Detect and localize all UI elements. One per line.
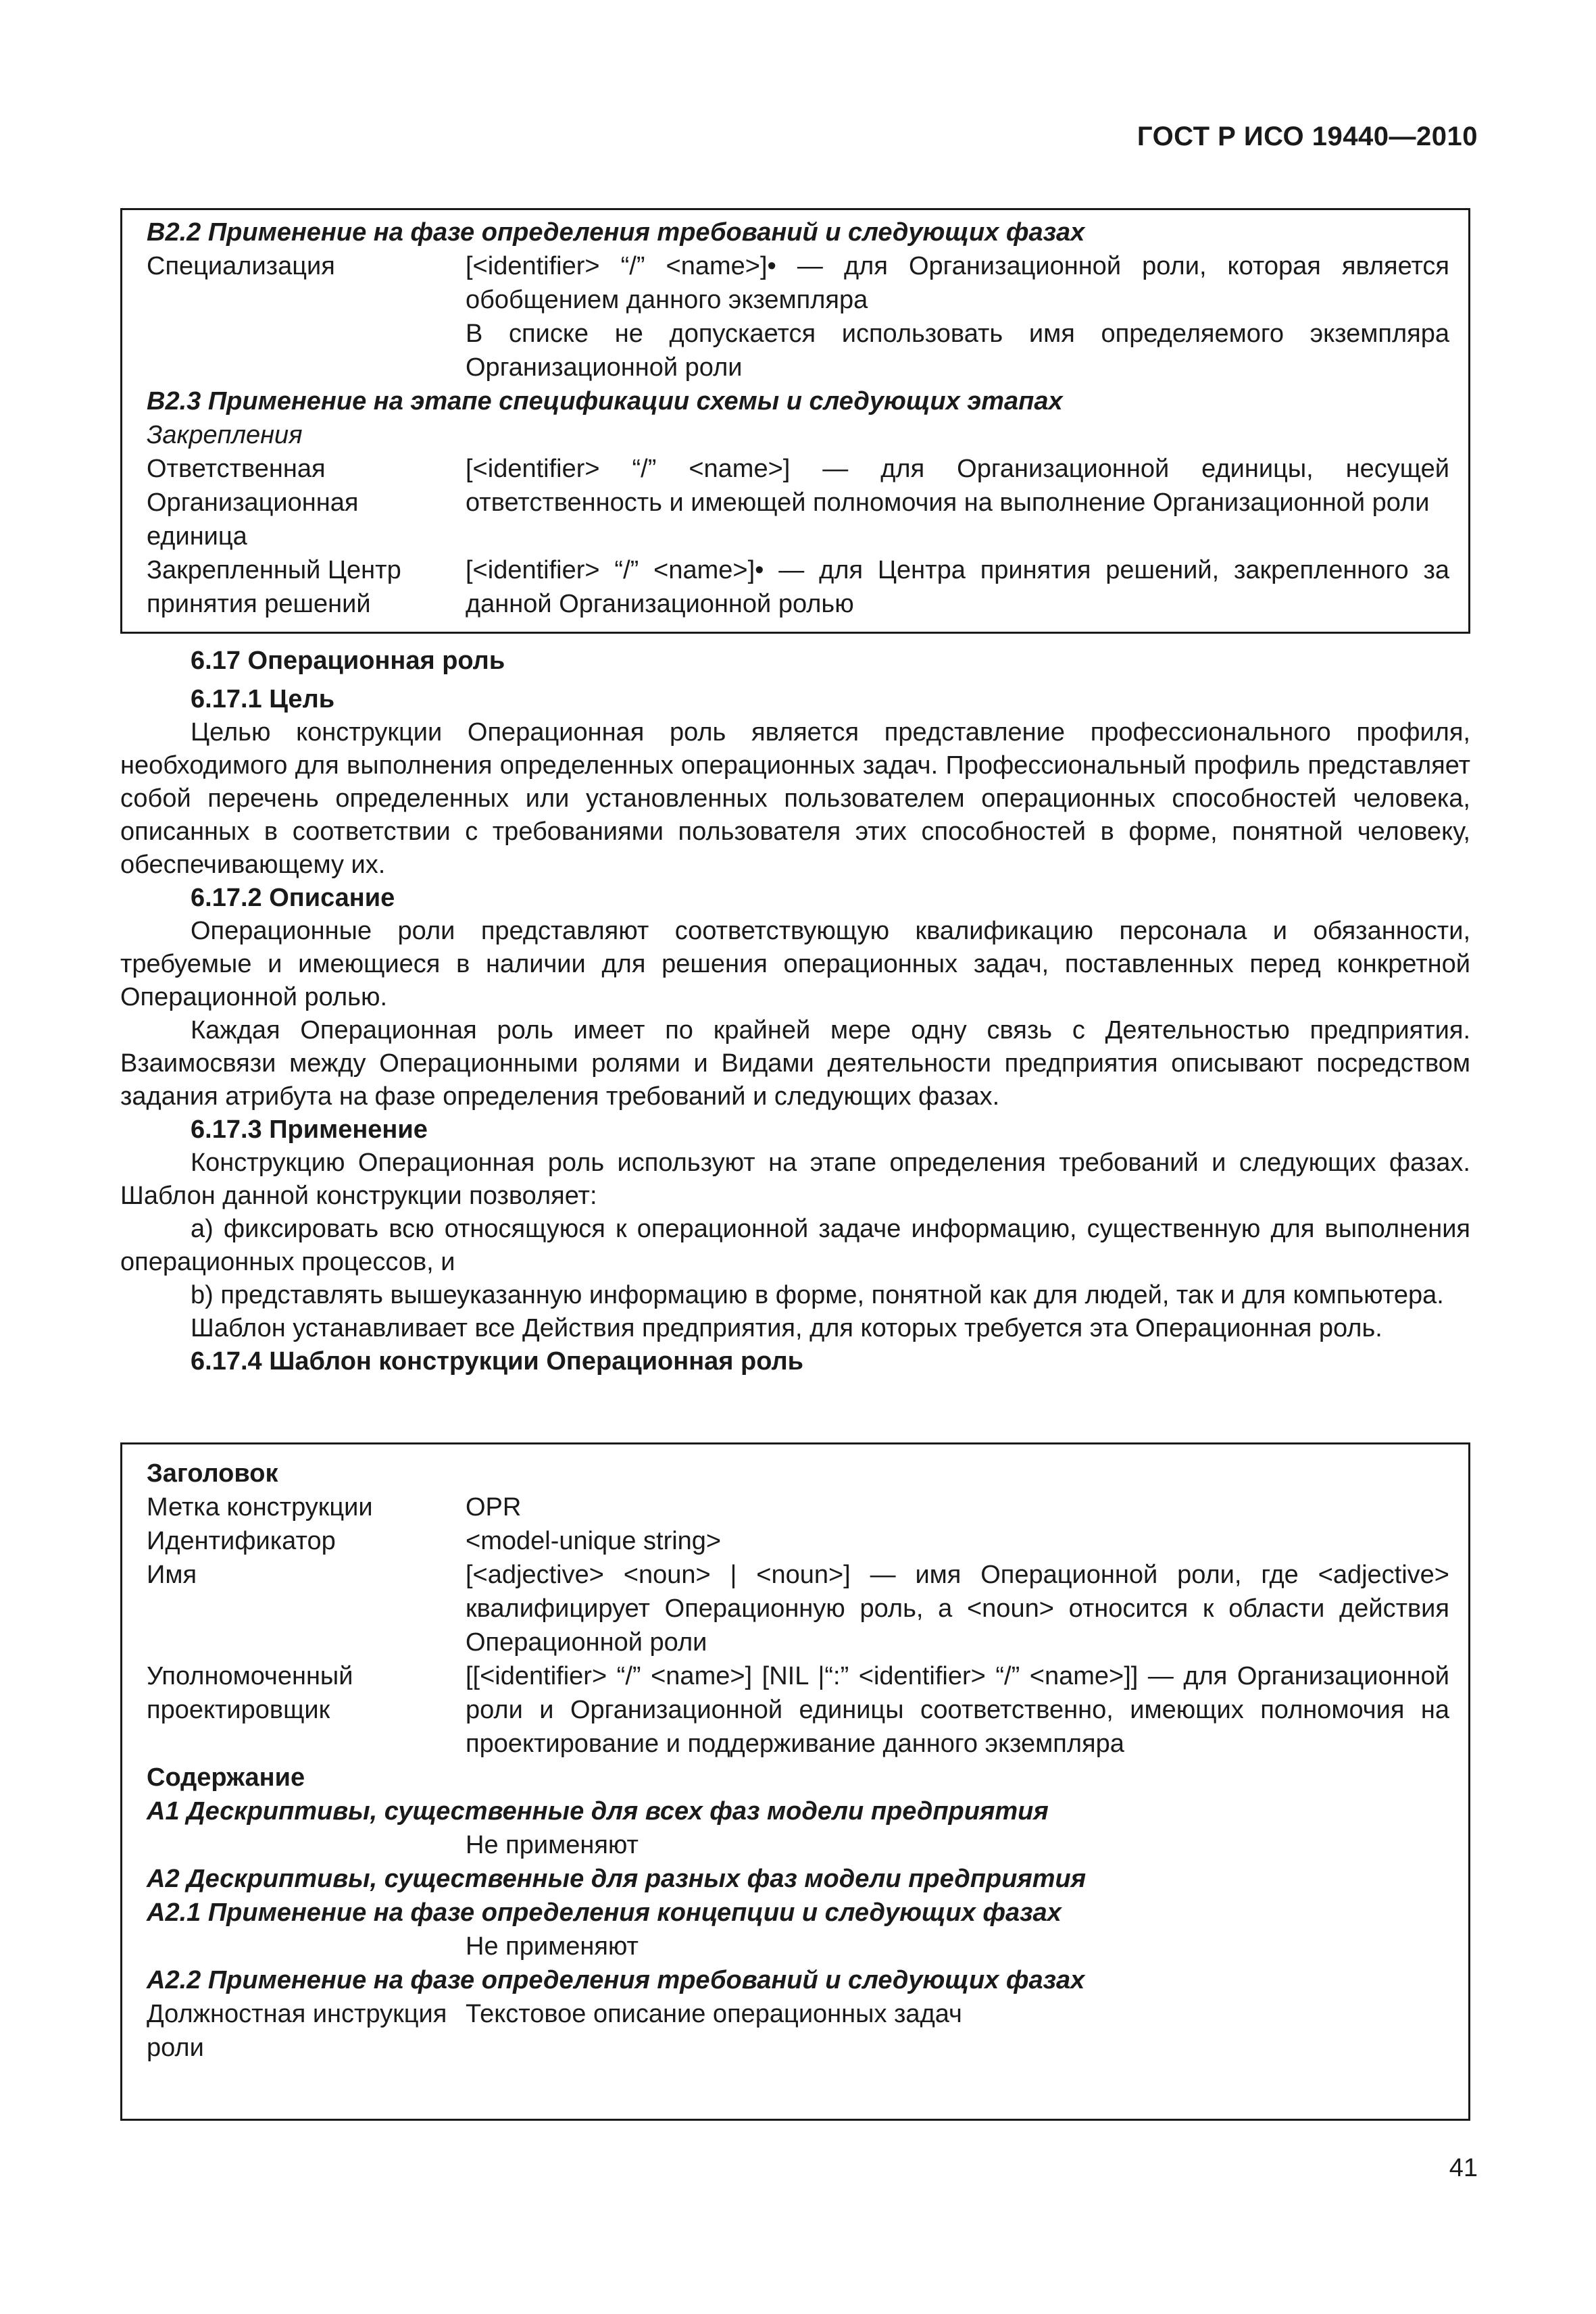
a21-value: Не применяют xyxy=(466,1932,639,1961)
table-row xyxy=(147,553,1449,621)
a1-title: A1 Дескриптивы, существенные для всех фаз модели предприятия xyxy=(147,1797,1049,1826)
table-row xyxy=(147,317,1449,384)
construct-tag-value: OPR xyxy=(466,1493,522,1521)
section-title-b22: В2.2 Применение на фазе определения требований и следующих фазах xyxy=(147,218,1085,247)
header-section-title: Заголовок xyxy=(147,1459,278,1488)
section-heading-6-17-4: 6.17.4 Шаблон конструкции Операционная роль xyxy=(191,1347,804,1376)
section-heading-6-17-1: 6.17.1 Цель xyxy=(191,685,335,713)
name-value: [<adjective> <noun> | <noun>] — имя Операционной роли, где <adjective> квалифицирует Операционную роль, а <noun> относится к области действия Операционной роли xyxy=(466,1561,1449,1657)
section-heading-6-17: 6.17 Операционная роль xyxy=(191,647,505,675)
list-item: a) фиксировать всю относящуюся к операционной задаче информацию, существенную для выполнения операционных процессов, и xyxy=(120,1215,1470,1276)
specialization-label: Специализация xyxy=(147,252,335,280)
content-section-title: Содержание xyxy=(147,1763,305,1792)
a22-title: A2.2 Применение на фазе определения требований и следующих фазах xyxy=(147,1966,1085,1994)
table-row xyxy=(147,249,1449,317)
decision-centre-value: [<identifier> “/” <name>]• — для Центра принятия решений, закрепленного за данной Организационной ролью xyxy=(466,556,1449,618)
paragraph: Каждая Операционная роль имеет по крайней мере одну связь с Деятельностью предприятия. Взаимосвязи между Операционными ролями и Видами деятельности предприятия описывают посредством задания атрибута на фазе определения требований и следующих фазах. xyxy=(120,1016,1470,1111)
specialization-value: [<identifier> “/” <name>]• — для Организационной роли, которая является обобщением данного экземпляра xyxy=(466,252,1449,314)
name-label: Имя xyxy=(147,1561,197,1589)
a21-title: A2.1 Применение на фазе определения концепции и следующих фазах xyxy=(147,1898,1062,1927)
table-row xyxy=(147,1558,1449,1659)
table-row xyxy=(147,1659,1449,1761)
table-row xyxy=(147,1490,1449,1524)
attribute-table-continued xyxy=(120,208,1470,634)
a2-title: A2 Дескриптивы, существенные для разных фаз модели предприятия xyxy=(147,1865,1087,1893)
assignments-label: Закрепления xyxy=(147,421,303,449)
job-description-value: Текстовое описание операционных задач xyxy=(466,2000,962,2028)
paragraph: Конструкцию Операционная роль используют на этапе определения требований и следующих фазах. Шаблон данной конструкции позволяет: xyxy=(120,1149,1470,1210)
a1-value: Не применяют xyxy=(466,1831,639,1859)
table-row xyxy=(147,1997,1449,2065)
decision-centre-label: Закрепленный Центр принятия решений xyxy=(147,556,401,618)
responsible-unit-label: Ответственная Организационная единица xyxy=(147,455,359,551)
paragraph: Операционные роли представляют соответствующую квалификацию персонала и обязанности, требуемые и имеющиеся в наличии для решения операционных задач, поставленных перед конкретной Операционной ролью. xyxy=(120,917,1470,1011)
page-number: 41 xyxy=(1449,2154,1478,2182)
section-heading-6-17-3: 6.17.3 Применение xyxy=(191,1115,428,1144)
section-title-b23: В2.3 Применение на этапе спецификации схемы и следующих этапах xyxy=(147,387,1063,416)
responsible-unit-value: [<identifier> “/” <name>] — для Организационной единицы, несущей ответственность и имеющей полномочия на выполнение Организационной роли xyxy=(466,455,1449,517)
list-item: b) представлять вышеуказанную информацию в форме, понятной как для людей, так и для компьютера. xyxy=(191,1281,1444,1309)
construct-tag-label: Метка конструкции xyxy=(147,1493,373,1521)
job-description-label: Должностная инструкция роли xyxy=(147,2000,447,2062)
construct-template-table xyxy=(120,1442,1470,2121)
paragraph: Целью конструкции Операционная роль является представление профессионального профиля, необходимого для выполнения определенных операционных задач. Профессиональный профиль представляет собой перечень определенных или установленных пользователем операционных способностей человека, описанных в соответствии с требованиями пользователя этих способностей в форме, понятной человеку, обеспечивающему их. xyxy=(120,718,1470,879)
designer-label: Уполномоченный проектировщик xyxy=(147,1662,353,1724)
document-body xyxy=(120,640,1470,1378)
identifier-value: <model-unique string> xyxy=(466,1527,722,1555)
paragraph: Шаблон устанавливает все Действия предприятия, для которых требуется эта Операционная роль. xyxy=(191,1314,1382,1342)
specialization-note: В списке не допускается использовать имя определяемого экземпляра Организационной роли xyxy=(466,320,1449,382)
designer-value: [[<identifier> “/” <name>] [NIL |“:” <identifier> “/” <name>]] — для Организационной роли и Организационной единицы соответственно, имеющих полномочия на проектирование и поддерживание данного экземпляра xyxy=(466,1662,1449,1758)
section-heading-6-17-2: 6.17.2 Описание xyxy=(191,884,395,912)
identifier-label: Идентификатор xyxy=(147,1527,336,1555)
table-row xyxy=(147,1524,1449,1558)
table-row xyxy=(147,452,1449,553)
document-header: ГОСТ Р ИСО 19440—2010 xyxy=(1137,122,1478,151)
